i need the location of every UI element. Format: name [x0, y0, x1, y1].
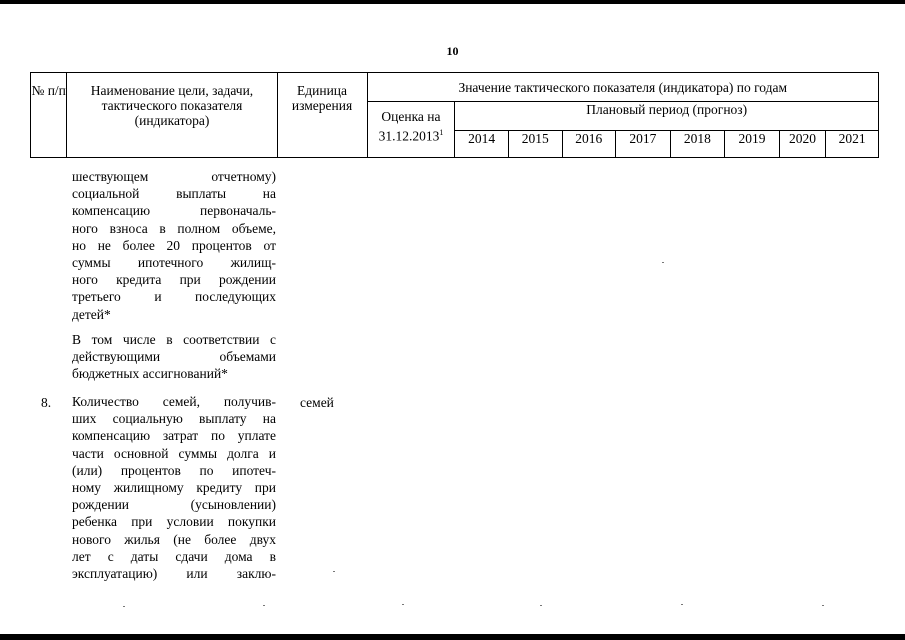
scan-speck	[681, 604, 683, 605]
text-line: (или) процентов по ипотеч-	[72, 462, 276, 478]
year-header: 2015	[508, 131, 562, 158]
text-line: Количество семей, получив-	[72, 394, 276, 409]
year-header: 2014	[455, 131, 509, 158]
text-line: рождении (усыновлении)	[72, 497, 276, 513]
scan-speck	[263, 605, 265, 606]
page-number: 10	[446, 44, 459, 58]
top-border	[0, 0, 905, 4]
year-header: 2019	[725, 131, 780, 158]
bottom-border	[0, 634, 905, 640]
text-line: нового жилья (не более двух	[72, 531, 276, 547]
col-header-values: Значение тактического показателя (индикатора) по годам	[367, 73, 879, 102]
estimate-footnote: 1	[439, 128, 444, 137]
col-header-planned-period: Плановый период (прогноз)	[455, 102, 879, 131]
indicator-table-header	[30, 72, 879, 158]
text-line: компенсацию затрат по уплате	[72, 428, 276, 444]
text-line: компенсацию первоначаль-	[72, 203, 276, 219]
scan-speck	[662, 262, 664, 263]
text-line: лет с даты сдачи дома в	[72, 548, 276, 564]
continued-indicator-text	[72, 168, 276, 323]
text-line: ного взноса в полном объеме,	[72, 220, 276, 236]
year-header: 2017	[616, 131, 671, 158]
indicator-8-text	[72, 393, 276, 582]
text-line: но не более 20 процентов от	[72, 237, 276, 253]
scan-speck	[123, 606, 125, 607]
text-line: социальной выплаты на	[72, 186, 276, 202]
budget-note	[72, 331, 276, 383]
col-header-number: № п/п	[31, 73, 67, 158]
text-line: части основной суммы долга и	[72, 445, 276, 461]
text-line: суммы ипотечного жилищ-	[72, 255, 276, 271]
text-line: ребенка при условии покупки	[72, 514, 276, 530]
year-header: 2018	[670, 131, 725, 158]
scan-speck	[402, 604, 404, 605]
text-line: шествующем отчетному)	[72, 169, 276, 184]
scan-speck	[540, 605, 542, 606]
text-line: детей*	[72, 306, 111, 322]
col-header-unit: Единица измерения	[277, 73, 367, 158]
year-header: 2016	[562, 131, 616, 158]
col-header-name: Наименование цели, задачи, тактического показателя (индикатора)	[67, 73, 277, 158]
text-line: В том числе в соответствии с	[72, 332, 276, 347]
scan-speck	[333, 571, 335, 572]
text-line: ного кредита при рождении	[72, 272, 276, 288]
estimate-label: Оценка на 31.12.2013	[378, 109, 441, 144]
text-line: третьего и последующих	[72, 289, 276, 305]
scan-speck	[822, 605, 824, 606]
row-unit: семей	[300, 395, 334, 410]
text-line: бюджетных ассигнований*	[72, 366, 228, 382]
year-header: 2021	[826, 131, 879, 158]
text-line: ному жилищному кредиту при	[72, 480, 276, 496]
col-header-estimate	[367, 102, 455, 158]
year-header: 2020	[779, 131, 825, 158]
row-number: 8.	[41, 395, 52, 410]
text-line: ших социальную выплату на	[72, 411, 276, 427]
text-line: действующими объемами	[72, 349, 276, 365]
text-line: эксплуатацию) или заклю-	[72, 566, 276, 582]
